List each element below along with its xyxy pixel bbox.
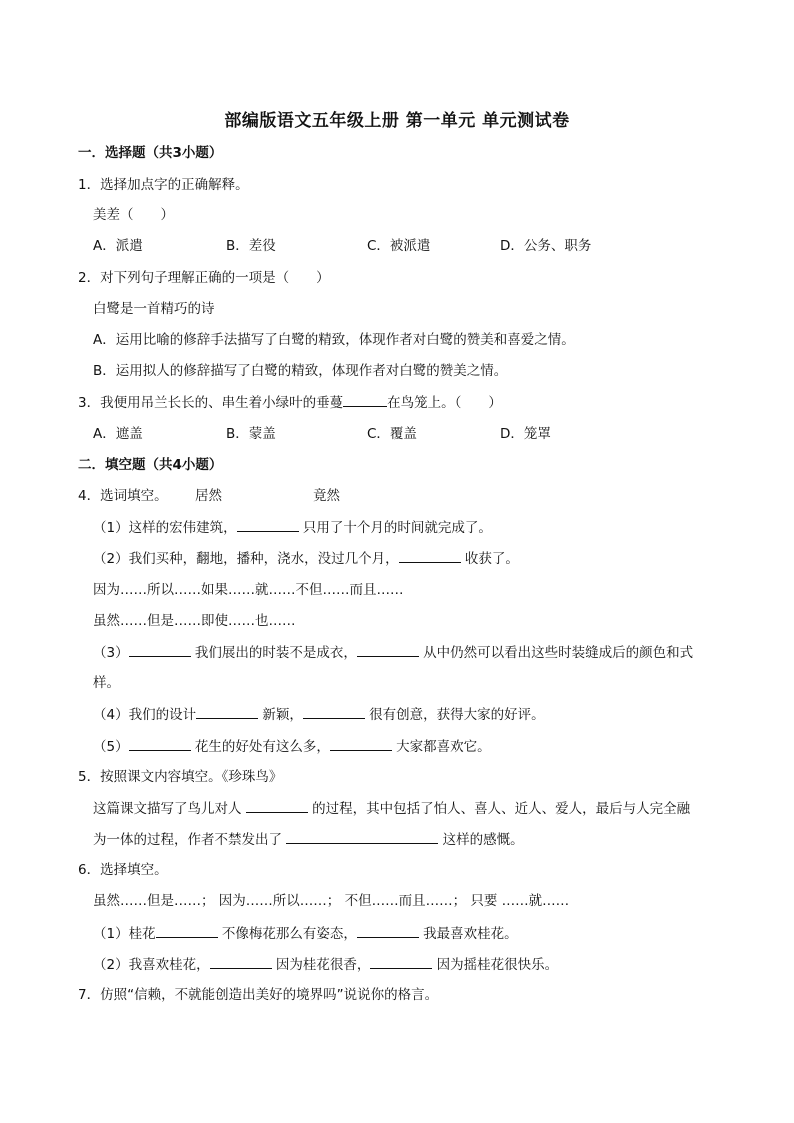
q2-quote: 白鹭是一首精巧的诗: [93, 301, 215, 317]
q2-option-a[interactable]: A．运用比喻的修辞手法描写了白鹭的精致，体现作者对白鹭的赞美和喜爱之情。: [93, 332, 575, 348]
q4-sentence-1: [93, 517, 492, 538]
q5-line-2: [93, 829, 524, 850]
q4-s1-pre: （1）这样的宏伟建筑，: [93, 520, 237, 536]
q6-s2-post: 因为摇桂花很快乐。: [432, 957, 559, 973]
q4-s3-blank-1[interactable]: [129, 642, 191, 657]
q4-sentence-2: [93, 548, 519, 569]
q3-option-a[interactable]: A．遮盖: [93, 426, 143, 442]
q6-stem: 6．选择填空。: [78, 862, 168, 878]
q4-conjunctions-2: 虽然……但是……即使……也……: [93, 613, 296, 629]
q4-sentence-4: [93, 704, 545, 725]
q4-sentence-3: [93, 642, 693, 663]
q4-s2-post: 收获了。: [460, 551, 519, 567]
q4-s3-blank-2[interactable]: [357, 642, 419, 657]
q5-l2-pre: 为一体的过程，作者不禁发出了: [93, 832, 287, 848]
q6-sentence-1: [93, 923, 518, 944]
q4-s5-mid: 花生的好处有这么多，: [190, 739, 330, 755]
q5-l2-post: 这样的感慨。: [438, 832, 524, 848]
q3-stem-post: 在鸟笼上。（ ）: [387, 395, 502, 411]
q5-l1-post: 的过程，其中包括了怕人、喜人、近人、爱人，最后与人完全融: [307, 801, 691, 817]
q4-conjunctions-1: 因为……所以……如果……就……不但……而且……: [93, 582, 404, 598]
q6-s1-post: 我最喜欢桂花。: [418, 926, 518, 942]
q4-s4-post: 很有创意，获得大家的好评。: [364, 707, 545, 723]
q4-word-1: 居然: [195, 488, 222, 504]
q2-stem: 2．对下列句子理解正确的一项是（ ）: [78, 270, 330, 286]
q6-s1-blank-1[interactable]: [156, 923, 218, 938]
q5-blank-2[interactable]: [286, 829, 438, 844]
q5-l1-pre: 这篇课文描写了鸟儿对人: [93, 801, 246, 817]
q4-word-2: 竟然: [313, 488, 340, 504]
q6-s2-blank-2[interactable]: [370, 954, 432, 969]
q4-sentence-3-cont: 样。: [93, 675, 120, 691]
q3-stem: [78, 392, 502, 413]
q3-blank[interactable]: [343, 392, 387, 407]
q1-option-b[interactable]: B．差役: [226, 238, 276, 254]
q4-s5-post: 大家都喜欢它。: [391, 739, 491, 755]
q4-s4-mid: 新颖，: [258, 707, 303, 723]
q4-s4-pre: （4）我们的设计: [93, 707, 197, 723]
q1-option-a[interactable]: A．派遣: [93, 238, 143, 254]
q6-s2-pre: （2）我喜欢桂花，: [93, 957, 210, 973]
q1-option-c[interactable]: C．被派遣: [367, 238, 431, 254]
q5-stem: 5．按照课文内容填空。《珍珠鸟》: [78, 769, 283, 785]
q2-option-b[interactable]: B．运用拟人的修辞描写了白鹭的精致，体现作者对白鹭的赞美之情。: [93, 363, 508, 379]
q3-option-b[interactable]: B．蒙盖: [226, 426, 276, 442]
q6-s2-mid: 因为桂花很香，: [271, 957, 371, 973]
q4-s1-blank[interactable]: [237, 517, 299, 532]
q1-stem: 1．选择加点字的正确解释。: [78, 177, 249, 193]
page-title: 部编版语文五年级上册 第一单元 单元测试卷: [224, 111, 570, 131]
section-heading-choice: 一．选择题（共3小题）: [78, 145, 223, 161]
q1-option-d[interactable]: D．公务、职务: [500, 238, 592, 254]
q4-s3-post: 从中仍然可以看出这些时装缝成后的颜色和式: [418, 645, 694, 661]
q3-option-c[interactable]: C．覆盖: [367, 426, 417, 442]
q4-s4-blank-1[interactable]: [196, 704, 258, 719]
q3-option-d[interactable]: D．笼罩: [500, 426, 551, 442]
q7-stem: 7．仿照“信赖，不就能创造出美好的境界吗”说说你的格言。: [78, 987, 439, 1003]
q1-word: 美差（ ）: [93, 207, 174, 223]
q4-s5-pre: （5）: [93, 739, 129, 755]
q4-s5-blank-1[interactable]: [129, 736, 191, 751]
q5-blank-1[interactable]: [246, 798, 308, 813]
q5-line-1: [93, 798, 690, 819]
q4-s3-mid: 我们展出的时装不是成衣，: [190, 645, 357, 661]
q4-s2-blank[interactable]: [399, 548, 461, 563]
q6-s2-blank-1[interactable]: [210, 954, 272, 969]
q4-sentence-5: [93, 736, 491, 757]
q4-s1-post: 只用了十个月的时间就完成了。: [298, 520, 492, 536]
q4-s2-pre: （2）我们买种，翻地，播种，浇水，没过几个月，: [93, 551, 399, 567]
q4-s4-blank-2[interactable]: [303, 704, 365, 719]
q6-s1-pre: （1）桂花: [93, 926, 156, 942]
q4-stem: 4．选词填空。: [78, 488, 168, 504]
q4-s5-blank-2[interactable]: [330, 736, 392, 751]
q4-stem-line: [78, 486, 340, 506]
section-heading-fill: 二．填空题（共4小题）: [78, 457, 223, 473]
q6-conjunctions: 虽然……但是……； 因为……所以……； 不但……而且……； 只要 ……就……: [93, 893, 570, 909]
q6-s1-mid: 不像梅花那么有姿态，: [217, 926, 357, 942]
q6-s1-blank-2[interactable]: [357, 923, 419, 938]
q4-s3-pre: （3）: [93, 645, 129, 661]
q6-sentence-2: [93, 954, 558, 975]
q3-stem-pre: 3．我便用吊兰长长的、串生着小绿叶的垂蔓: [78, 395, 344, 411]
